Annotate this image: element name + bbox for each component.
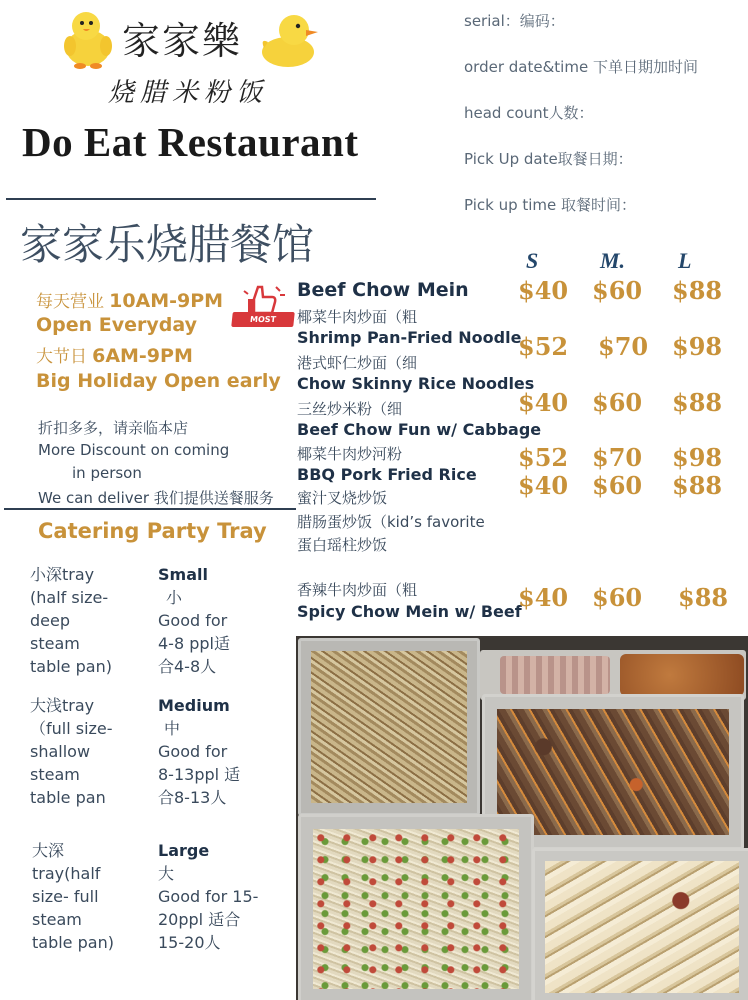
tray-medium-info bbox=[158, 694, 240, 809]
tray-desc-line: table pan) bbox=[32, 933, 114, 952]
duck-left-icon bbox=[62, 8, 114, 70]
price-l: $98 bbox=[672, 443, 723, 472]
hours-holiday-en: Big Holiday Open early bbox=[36, 370, 281, 392]
food-photo-collage bbox=[296, 636, 748, 1000]
order-head-count: head count人数： bbox=[464, 104, 594, 122]
tray-desc-line: 大深 bbox=[32, 841, 65, 860]
price-s: $40 bbox=[518, 388, 569, 417]
size-header-m: M. bbox=[600, 248, 626, 273]
size-header-s: S bbox=[526, 248, 539, 273]
tray-size: Large bbox=[158, 841, 210, 860]
tray-size-label bbox=[158, 694, 240, 717]
price-m: $60 bbox=[592, 583, 643, 612]
order-datetime: order date&time 下单日期加时间 bbox=[464, 58, 698, 76]
tray-large-desc bbox=[32, 839, 114, 954]
price-l: $88 bbox=[672, 471, 723, 500]
price-m: $70 bbox=[598, 332, 649, 361]
tray-medium-desc bbox=[30, 694, 113, 809]
discount-line-1: 折扣多多，请亲临本店 bbox=[38, 419, 189, 437]
tray-good-line: 合4-8人 bbox=[158, 657, 217, 676]
menu-item-sub: 椰菜牛肉炒面（粗 bbox=[297, 308, 418, 326]
logo-english-name: Do Eat Restaurant bbox=[22, 119, 359, 165]
divider-top bbox=[6, 198, 376, 200]
tray-size-cn: 中 bbox=[164, 719, 181, 738]
tray-size: Medium bbox=[158, 696, 230, 715]
hours-daily bbox=[36, 287, 223, 312]
menu-extra-item: 蛋白瑶柱炒饭 bbox=[297, 536, 388, 554]
tray-desc-line: 小深tray bbox=[30, 565, 95, 584]
price-s: $52 bbox=[518, 332, 569, 361]
tray-desc-line: shallow bbox=[30, 742, 91, 761]
tray-good-line: Good for bbox=[158, 611, 228, 630]
hours-daily-time: 10AM-9PM bbox=[109, 290, 224, 312]
restaurant-big-name: 家家乐烧腊餐馆 bbox=[20, 220, 315, 269]
tray-desc-line: table pan bbox=[30, 788, 106, 807]
hours-daily-en: Open Everyday bbox=[36, 314, 198, 336]
price-l: $88 bbox=[678, 583, 729, 612]
tray-desc-line: deep bbox=[30, 611, 70, 630]
duck-right-icon bbox=[258, 8, 320, 70]
tray-desc-line: steam bbox=[30, 634, 80, 653]
tray-desc-line: tray(half bbox=[32, 864, 101, 883]
tray-good-line: 4-8 ppl适 bbox=[158, 634, 230, 653]
price-s: $40 bbox=[518, 583, 569, 612]
menu-item-name: Chow Skinny Rice Noodles bbox=[297, 374, 535, 393]
price-s: $40 bbox=[518, 276, 569, 305]
price-l: $98 bbox=[672, 332, 723, 361]
tray-small-info bbox=[158, 563, 230, 678]
meat-texture bbox=[620, 654, 744, 696]
noodle-texture bbox=[311, 651, 467, 803]
tray-good-line: 15-20人 bbox=[158, 933, 221, 952]
food-photo-shrimp-noodle bbox=[298, 638, 480, 816]
menu-item-name: Beef Chow Fun w/ Cabbage bbox=[297, 420, 542, 439]
food-photo-rice-noodles bbox=[532, 848, 748, 1000]
tray-size-cn: 小 bbox=[166, 588, 183, 607]
logo-subtitle: 烧腊米粉饭 bbox=[108, 78, 269, 108]
menu-extra-item: 腊肠蛋炒饭（kid’s favorite bbox=[297, 513, 485, 531]
price-l: $88 bbox=[672, 388, 723, 417]
discount-line-3: in person bbox=[72, 464, 142, 482]
tray-desc-line: steam bbox=[32, 910, 82, 929]
catering-title: Catering Party Tray bbox=[38, 519, 267, 543]
badge-label: MOST POPULAR bbox=[231, 312, 295, 327]
spicy-item-sub: 香辣牛肉炒面（粗 bbox=[297, 581, 418, 599]
hours-daily-cn: 每天营业 bbox=[36, 292, 104, 312]
discount-line-2: More Discount on coming bbox=[38, 441, 230, 459]
tray-desc-line: steam bbox=[30, 765, 80, 784]
hours-holiday bbox=[36, 342, 193, 367]
tray-good-line: 20ppl 适合 bbox=[158, 910, 241, 929]
menu-item-sub: 三丝炒米粉（细 bbox=[297, 400, 403, 418]
menu-item-name: BBQ Pork Fried Rice bbox=[297, 465, 477, 484]
price-m: $70 bbox=[592, 443, 643, 472]
menu-item-sub: 蜜汁叉烧炒饭 bbox=[297, 489, 388, 507]
tray-good-line: 8-13ppl 适 bbox=[158, 765, 241, 784]
tray-size: Small bbox=[158, 565, 208, 584]
discount-line-4: We can deliver 我们提供送餐服务 bbox=[38, 489, 274, 507]
rice-texture bbox=[313, 829, 519, 989]
meat-texture bbox=[500, 656, 610, 694]
order-pickup-date: Pick Up date取餐日期： bbox=[464, 150, 633, 168]
order-serial: serial：编码： bbox=[464, 12, 565, 30]
hours-holiday-time: 6AM-9PM bbox=[92, 345, 193, 367]
menu-item-sub: 椰菜牛肉炒河粉 bbox=[297, 445, 403, 463]
divider-bottom bbox=[4, 508, 296, 510]
size-header-l: L bbox=[678, 248, 692, 273]
menu-item-name: Beef Chow Mein bbox=[297, 279, 469, 301]
price-s: $40 bbox=[518, 471, 569, 500]
food-photo-fried-rice bbox=[298, 814, 534, 1000]
most-popular-badge bbox=[232, 283, 296, 339]
tray-desc-line: 大浅tray bbox=[30, 696, 95, 715]
tray-size-label bbox=[158, 563, 230, 586]
tray-desc-line: size- full bbox=[32, 887, 99, 906]
food-photo-roast-meat bbox=[480, 650, 746, 700]
price-m: $60 bbox=[592, 388, 643, 417]
tray-desc-line: table pan) bbox=[30, 657, 112, 676]
price-s: $52 bbox=[518, 443, 569, 472]
tray-good-line: Good for 15- bbox=[158, 887, 259, 906]
tray-small-desc bbox=[30, 563, 112, 678]
tray-good-line: 合8-13人 bbox=[158, 788, 227, 807]
price-m: $60 bbox=[592, 276, 643, 305]
tray-desc-line: (half size- bbox=[30, 588, 109, 607]
menu-item-sub: 港式虾仁炒面（细 bbox=[297, 354, 418, 372]
hours-holiday-cn: 大节日 bbox=[36, 347, 87, 367]
tray-size-cn: 大 bbox=[158, 864, 175, 883]
tray-good-line: Good for bbox=[158, 742, 228, 761]
menu-item-name: Shrimp Pan-Fried Noodle bbox=[297, 328, 522, 347]
tray-desc-line: （full size- bbox=[30, 719, 113, 738]
order-pickup-time: Pick up time 取餐时间： bbox=[464, 196, 637, 214]
price-m: $60 bbox=[592, 471, 643, 500]
logo-chinese-name: 家家樂 bbox=[122, 19, 243, 63]
spicy-item-name: Spicy Chow Mein w/ Beef bbox=[297, 602, 522, 621]
tray-large-info bbox=[158, 839, 258, 954]
price-l: $88 bbox=[672, 276, 723, 305]
rice-noodle-texture bbox=[545, 861, 739, 993]
tray-size-label bbox=[158, 839, 258, 862]
